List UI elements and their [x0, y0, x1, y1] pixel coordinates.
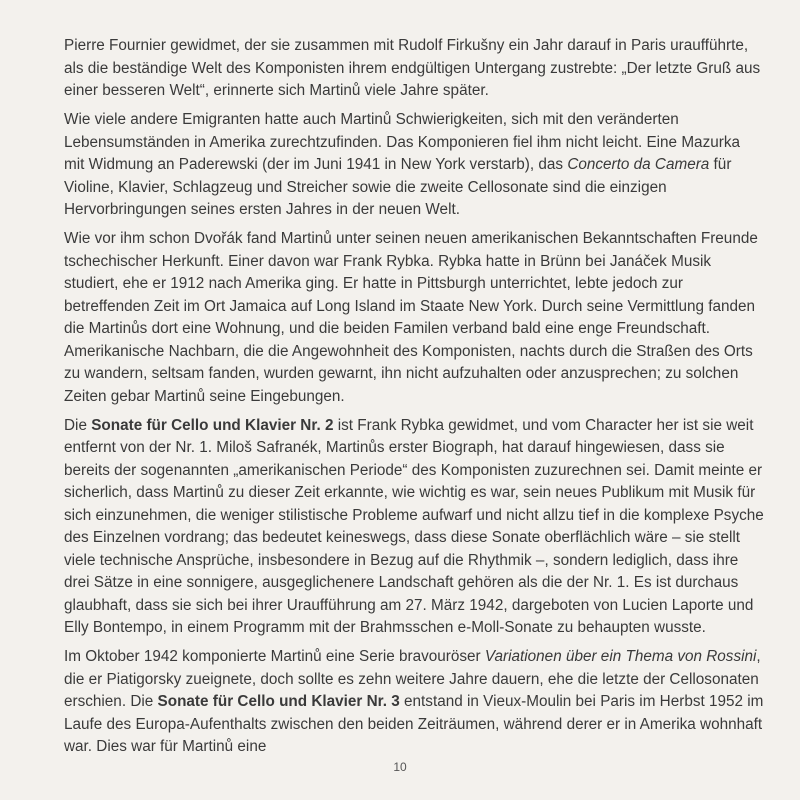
- page-number: 10: [393, 760, 407, 774]
- work-title-sonata-no-3: Sonate für Cello und Klavier Nr. 3: [157, 693, 400, 710]
- body-text: [64, 35, 764, 765]
- paragraph-4-text-a: Die: [64, 416, 92, 434]
- paragraph-5-text-b: , die er Piatigorsky zueignete, doch sollte es zehn weitere Jahre dauern, ehe die letzte der Cellosonaten erschien. Die: [64, 648, 761, 710]
- work-title-sonata-no-2: Sonate für Cello und Klavier Nr. 2: [91, 416, 334, 434]
- paragraph-4-text-b: ist Frank Rybka gewidmet, und vom Character her ist sie weit entfernt von der Nr. 1. Miloš Safranék, Martinůs erster Biograph, hat darauf hingewiesen, dass sie bereits der sogenannten „amerikanischen Periode“ des Komponisten zuzurechnen sei. Damit meinte er sicherlich, dass Martinů zu dieser Zeit erkannte, wie wichtig es war, sein neues Publikum mit Musik für sich einzunehmen, die weniger stilistische Probleme aufwarf und nicht allzu tief in die komplexe Psyche des Einzelnen vordrang; das bedeutet keineswegs, dass diese Sonate oberflächlich wäre – sie stellt viele technische Ansprüche, insbesondere in Bezug auf die Rhythmik –, sondern lediglich, dass ihre drei Sätze in eine sonnigere, ausgeglichenere Landschaft gehören als die der Nr. 1. Es ist durchaus glaubhaft, dass sie sich bei ihrer Uraufführung am 27. März 1942, dargeboten von Lucien Laporte und Elly Bontempo, in einem Programm mit der Brahmsschen e-Moll-Sonate zu behaupten wusste.: [64, 416, 764, 636]
- paragraph-2: [64, 109, 764, 222]
- paragraph-1-text: Pierre Fournier gewidmet, der sie zusammen mit Rudolf Firkušny ein Jahr darauf in Paris uraufführte, als die beständige Welt des Komponisten ihrem endgültigen Untergang zustrebte: „Der letzte Gruß aus einer besseren Welt“, erinnerte sich Martinů viele Jahre später.: [64, 37, 761, 99]
- paragraph-2-text-a: Wie viele andere Emigranten hatte auch Martinů Schwierigkeiten, sich mit den veränderten Lebensumständen in Amerika zurechtzufinden. Das Komponieren fiel ihm nicht leicht. Eine Mazurka mit Widmung an Paderewski (der im Juni 1941 in New York verstarb), das: [64, 111, 740, 173]
- work-title-concerto-da-camera: Concerto da Camera: [567, 156, 710, 173]
- paragraph-3: [64, 228, 764, 408]
- work-title-rossini-variations: Variationen über ein Thema von Rossini: [484, 648, 757, 665]
- paragraph-3-text: Wie vor ihm schon Dvořák fand Martinů unter seinen neuen amerikanischen Bekanntschaften Freunde tschechischer Herkunft. Einer davon war Frank Rybka. Rybka hatte in Brünn bei Janáček Musik studiert, ehe er 1912 nach Amerika ging. Er hatte in Pittsburgh unterrichtet, lebte jedoch zur betreffenden Zeit im Ort Jamaica auf Long Island im Staate New York. Durch seine Vermittlung fanden die Martinůs dort eine Wohnung, und die beiden Familen verband bald eine enge Freundschaft. Amerikanische Nachbarn, die die Angewohnheit des Komponisten, nachts durch die Straßen des Orts zu wandern, seltsam fanden, wurden gewarnt, ihn nicht aufzuhalten oder anzusprechen; zu solchen Zeiten gebar Martinů seine Eingebungen.: [64, 230, 758, 405]
- paragraph-4: [64, 415, 764, 640]
- paragraph-5-text-c: entstand in Vieux-Moulin bei Paris im Herbst 1952 im Laufe des Europa-Aufenthalts zwischen den beiden Zeiträumen, während derer er in Amerika wohnhaft war. Dies war für Martinů eine: [64, 693, 764, 755]
- paragraph-2-text-b: für Violine, Klavier, Schlagzeug und Streicher sowie die zweite Cellosonate sind die einzigen Hervorbringungen seines ersten Jahres in der neuen Welt.: [64, 156, 732, 218]
- paragraph-5-text-a: Im Oktober 1942 komponierte Martinů eine Serie bravouröser: [64, 648, 485, 665]
- paragraph-1: [64, 35, 764, 103]
- paragraph-5: [64, 646, 764, 759]
